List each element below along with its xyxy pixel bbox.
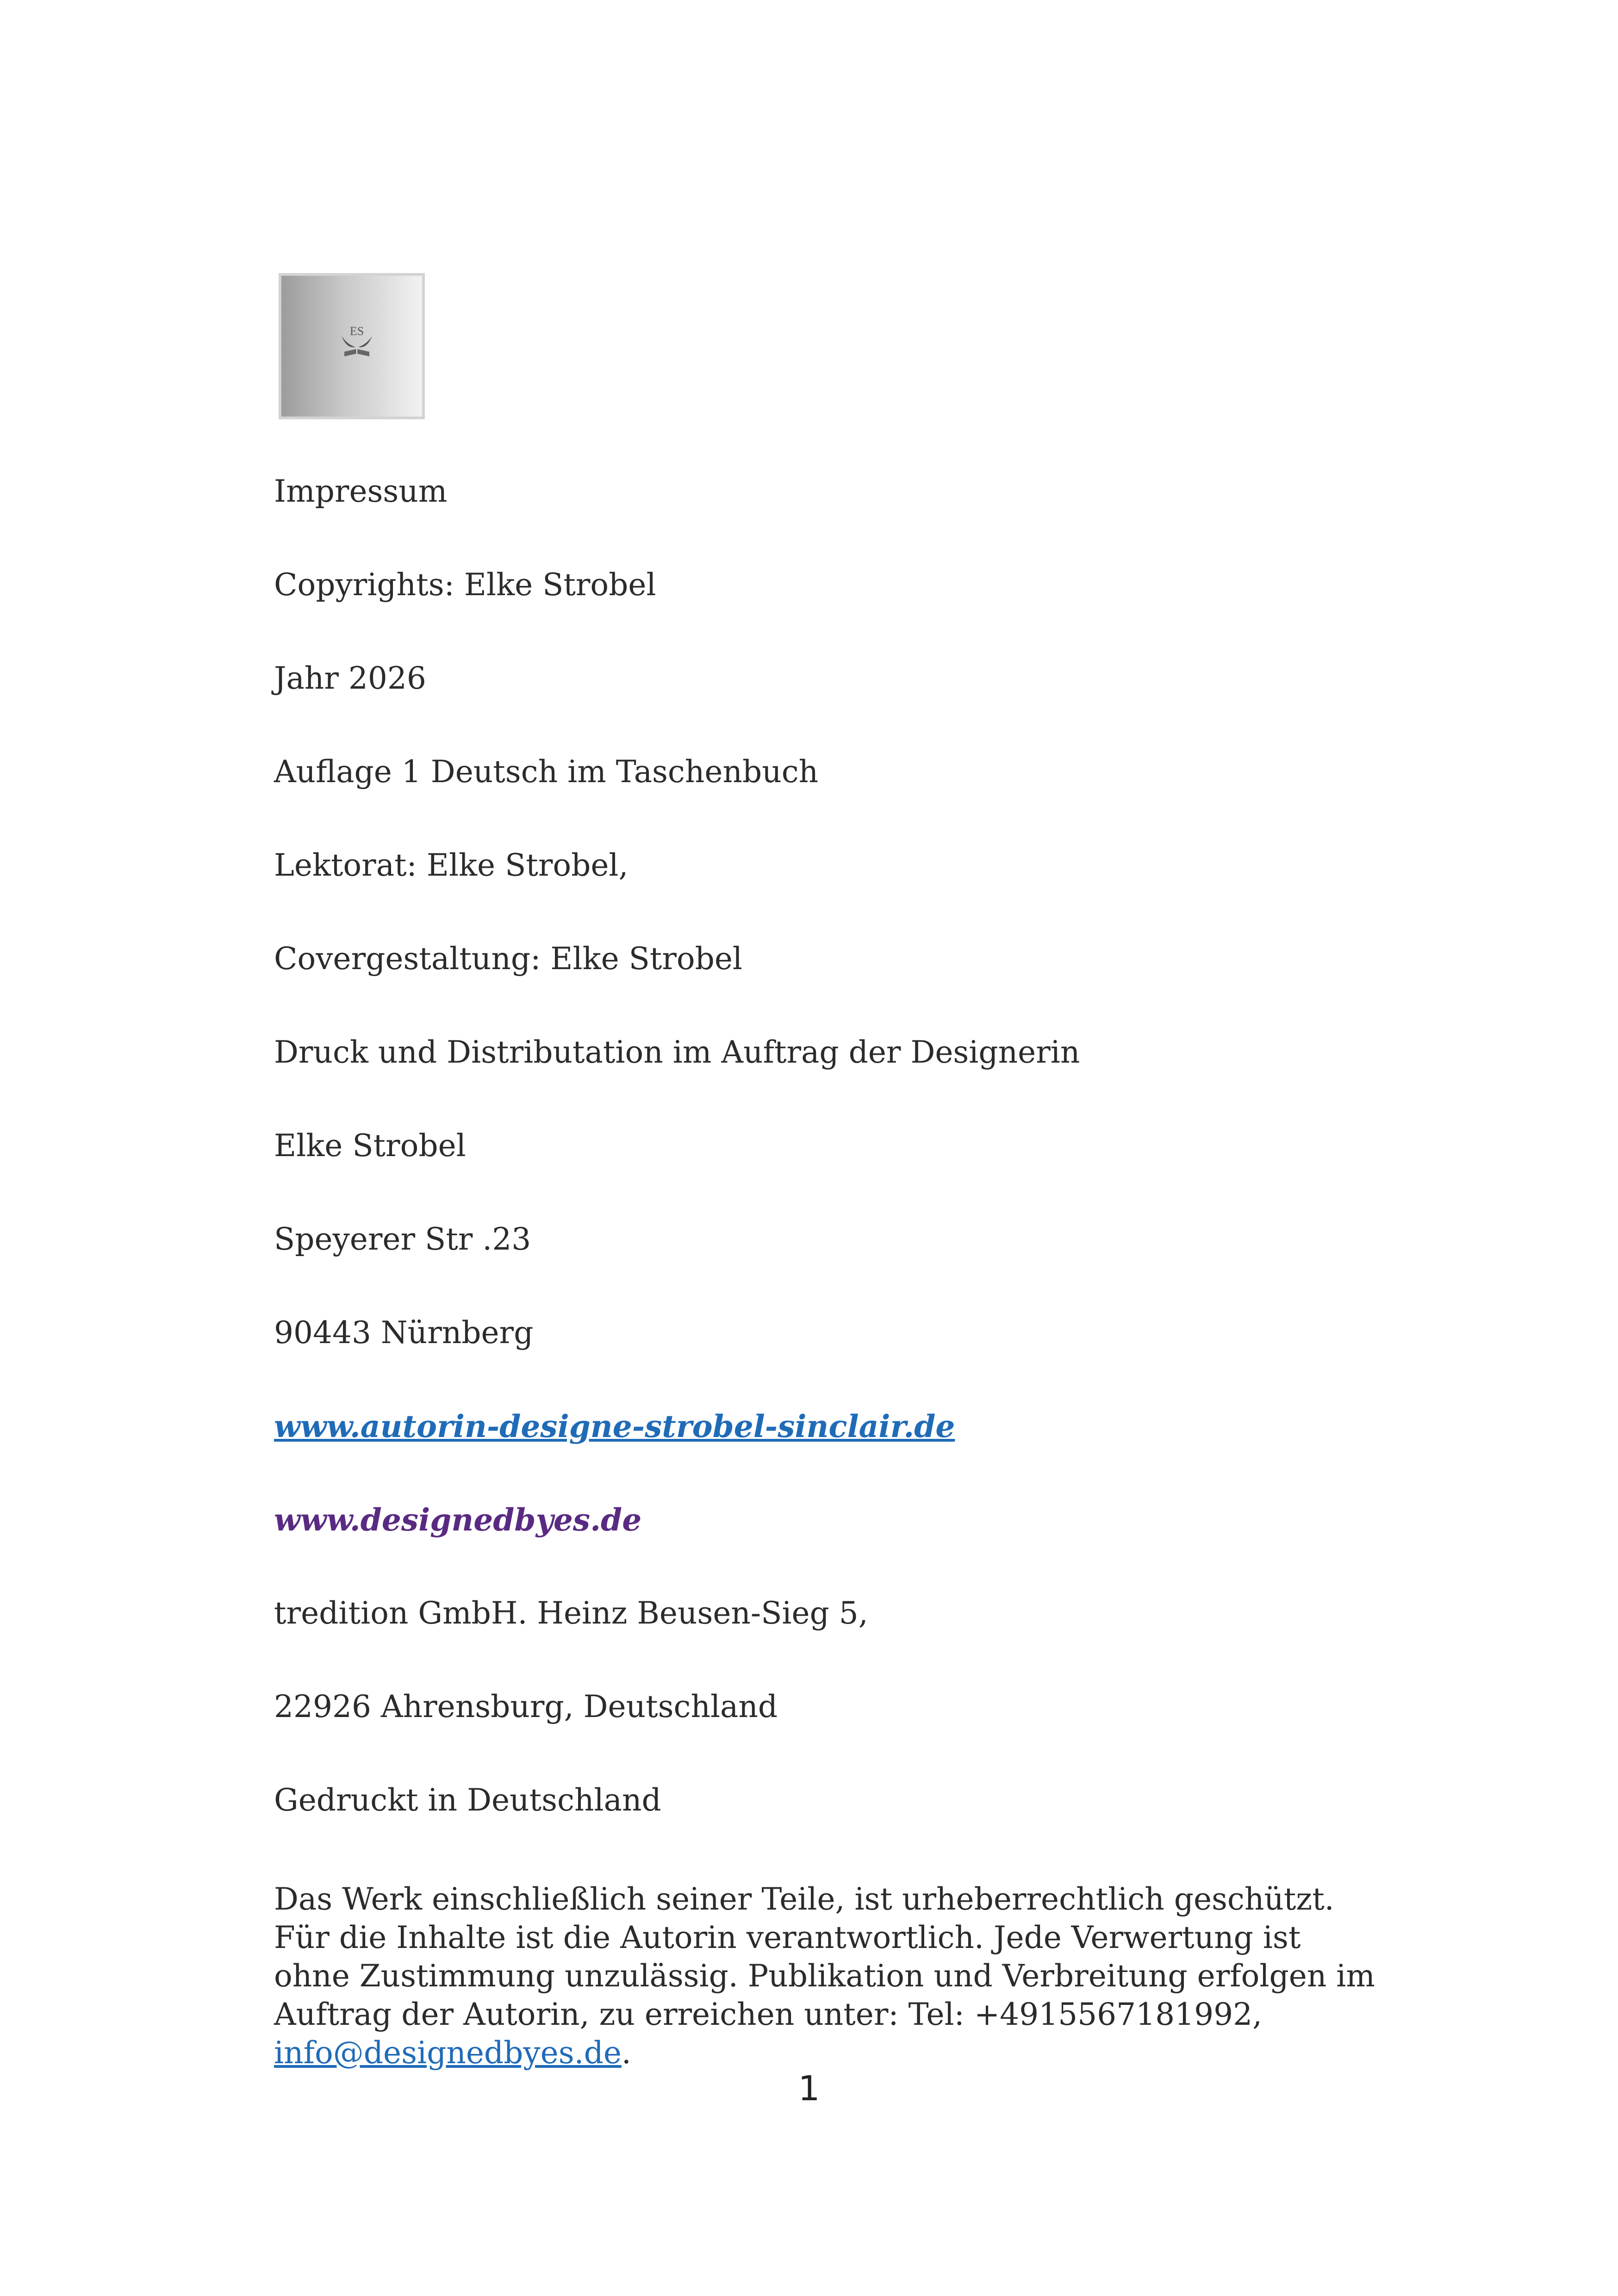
print-distribution-line: Druck und Distributation im Auftrag der Designerin xyxy=(274,1034,1080,1070)
author-name-line: Elke Strobel xyxy=(274,1128,466,1164)
website-line-2 xyxy=(274,1501,641,1539)
publisher-logo xyxy=(279,273,425,419)
copyright-paragraph-text: Das Werk einschließlich seiner Teile, ist urheberrechtlich geschützt. Für die Inhalte ist die Autorin verantwortlich. Jede Verwertung ist ohne Zustimmung unzulässig. Publikation und Verbreitung erfolgen im Auftrag der Autorin, zu erreichen unter: Tel: +4915567181992, xyxy=(274,1881,1375,2032)
publisher-logo-icon xyxy=(331,317,382,368)
city-line: 90443 Nürnberg xyxy=(274,1315,534,1350)
email-link[interactable]: info@designedbyes.de xyxy=(274,2035,622,2071)
website-link-1[interactable]: www.autorin-designe-strobel-sinclair.de xyxy=(274,1408,955,1444)
website-line-1 xyxy=(274,1408,955,1445)
copyright-paragraph xyxy=(274,1880,1375,2072)
year-line: Jahr 2026 xyxy=(274,660,426,696)
lektorat-line: Lektorat: Elke Strobel, xyxy=(274,847,629,883)
printed-in-line: Gedruckt in Deutschland xyxy=(274,1782,661,1818)
street-line: Speyerer Str .23 xyxy=(274,1221,531,1257)
publisher-city-line: 22926 Ahrensburg, Deutschland xyxy=(274,1689,778,1724)
page-number: 1 xyxy=(798,2069,820,2109)
copyright-line: Copyrights: Elke Strobel xyxy=(274,567,656,603)
publisher-address-line: tredition GmbH. Heinz Beusen-Sieg 5, xyxy=(274,1595,868,1631)
logo-text: ES xyxy=(349,324,364,338)
website-link-2[interactable]: www.designedbyes.de xyxy=(274,1502,642,1538)
edition-line: Auflage 1 Deutsch im Taschenbuch xyxy=(274,754,819,790)
paragraph-end: . xyxy=(621,2035,631,2071)
impressum-heading: Impressum xyxy=(274,473,448,509)
cover-design-line: Covergestaltung: Elke Strobel xyxy=(274,941,743,977)
